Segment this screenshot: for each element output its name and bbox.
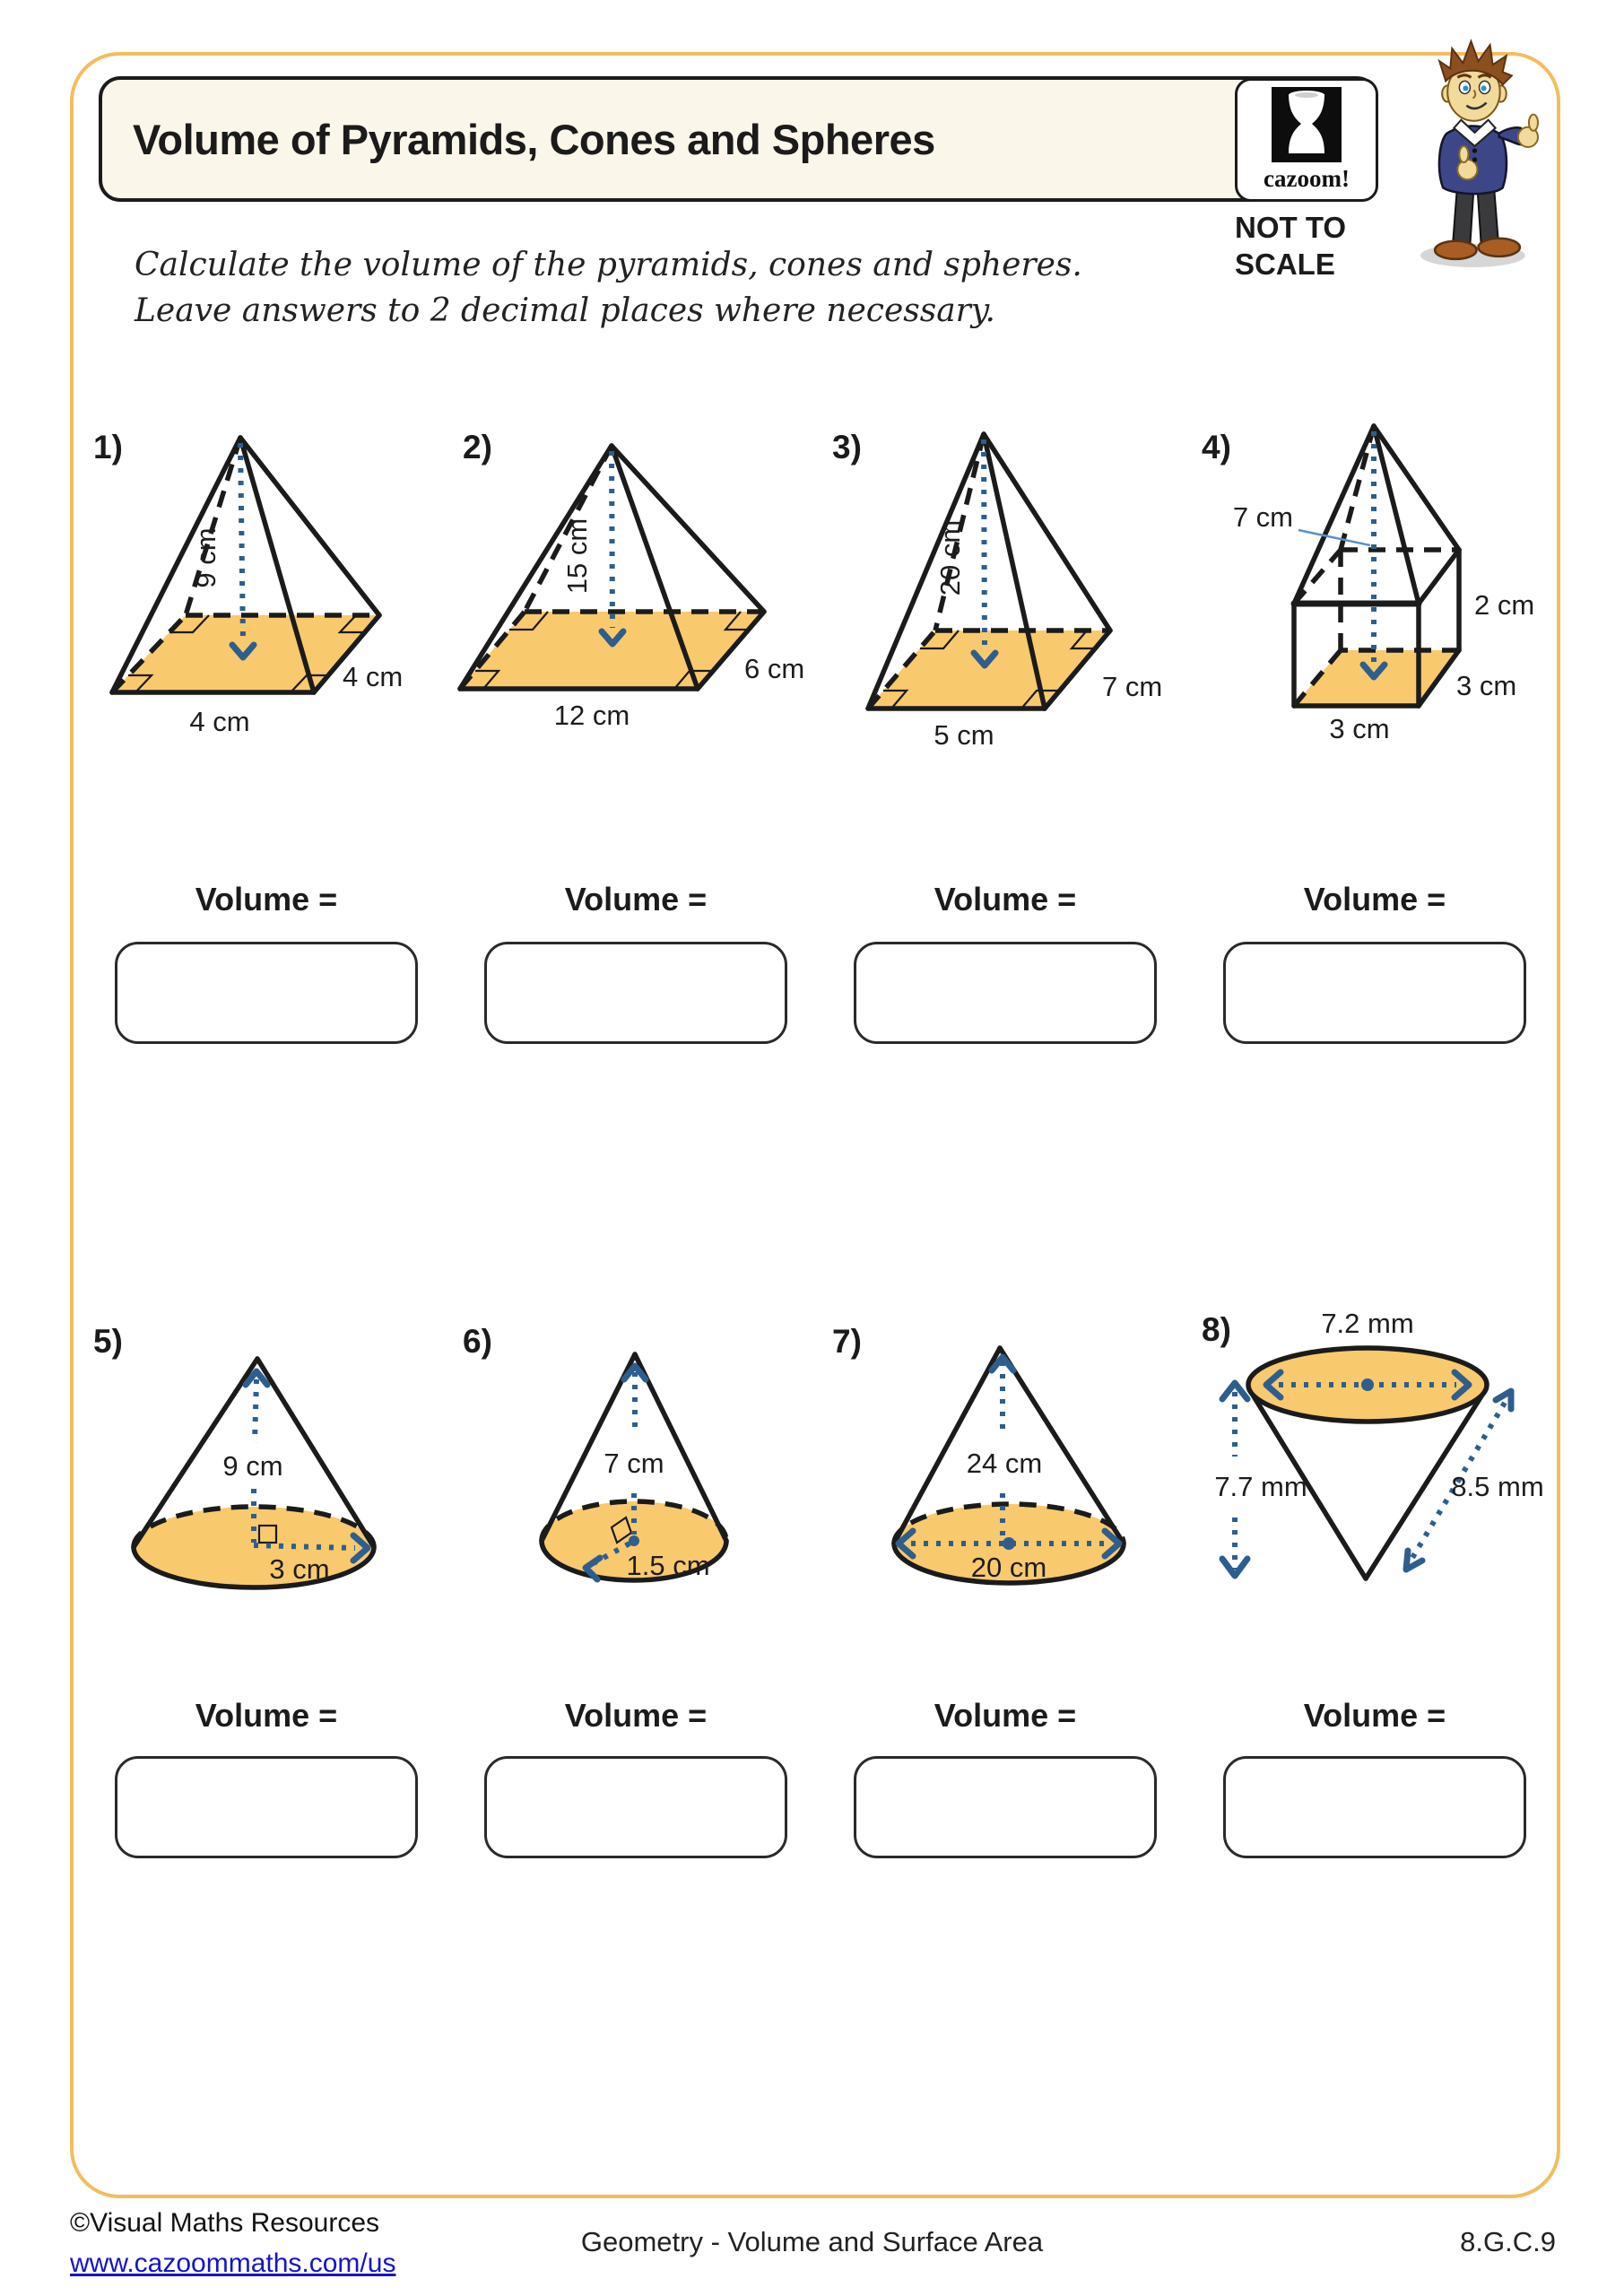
base-depth-label: 3 cm [1456,670,1517,701]
problem-8-diagram [1202,1302,1614,1603]
problem-1-diagram [72,422,457,767]
volume-label-3: Volume = [934,881,1077,918]
problem-4-number: 4) [1202,429,1231,465]
height-label: 15 cm [561,517,593,595]
instructions-line-2: Leave answers to 2 decimal places where necessary. [135,292,995,329]
answer-box-6[interactable] [484,1756,787,1858]
cazoom-boy-illustration [1385,36,1569,271]
problem-4-diagram [1193,408,1605,762]
volume-label-8: Volume = [1303,1697,1446,1734]
height-label: 20 cm [934,519,966,596]
problem-6-diagram [475,1309,870,1610]
problem-5-number: 5) [93,1323,123,1360]
base-width-label: 4 cm [189,706,250,737]
volume-label-4: Volume = [1303,881,1446,918]
cazoom-logo-icon [1272,87,1342,162]
footer-category: Geometry - Volume and Surface Area [580,2226,1044,2257]
problem-5-diagram [63,1309,457,1610]
problem-3-diagram [825,413,1220,767]
height-label: 9 cm [222,1450,283,1482]
answer-box-3[interactable] [854,942,1157,1044]
problem-7-diagram [843,1309,1255,1610]
base-depth-label: 6 cm [744,653,805,684]
base-depth-label: 4 cm [343,661,404,692]
not-to-scale-note: NOT TO SCALE [1235,211,1347,281]
problem-7-number: 7) [832,1323,862,1360]
instructions [135,242,1082,334]
height-label: 7 cm [604,1448,664,1479]
answer-box-4[interactable] [1223,942,1526,1044]
problem-1-number: 1) [93,429,123,465]
radius-label: 3 cm [269,1553,330,1585]
base-width-label: 5 cm [934,719,994,751]
diameter-label: 20 cm [970,1552,1047,1583]
cazoom-logo [1235,78,1378,202]
height-label: 24 cm [966,1448,1043,1479]
volume-label-2: Volume = [564,881,708,918]
goblet-icon [1272,87,1342,162]
answer-box-8[interactable] [1223,1756,1526,1858]
answer-box-2[interactable] [484,942,787,1044]
footer-url-link[interactable]: www.cazoommaths.com/us [70,2248,396,2278]
slant-label: 8.5 mm [1451,1471,1544,1502]
problem-8-number: 8) [1202,1311,1231,1348]
cazoom-logo-text: cazoom! [1264,165,1350,192]
volume-label-5: Volume = [195,1697,338,1734]
problem-2-diagram [453,413,865,758]
instructions-line-1: Calculate the volume of the pyramids, cones and spheres. [135,247,1082,283]
problem-6-number: 6) [463,1323,492,1360]
problem-2-number: 2) [463,429,492,465]
height-label: 9 cm [190,527,221,588]
total-height-label: 7 cm [1232,501,1293,533]
answer-box-7[interactable] [854,1756,1157,1858]
answer-box-1[interactable] [115,942,418,1044]
footer-standard-code: 8.G.C.9 [1460,2226,1556,2257]
title-bar [99,76,1378,202]
page-border-frame [70,52,1560,2198]
base-depth-label: 7 cm [1102,671,1163,702]
page-title: Volume of Pyramids, Cones and Spheres [133,115,935,163]
radius-label: 1.5 cm [626,1550,710,1581]
base-width-label: 3 cm [1329,713,1390,744]
volume-label-6: Volume = [564,1697,708,1734]
base-width-label: 12 cm [553,700,630,731]
height-label: 7.7 mm [1214,1471,1307,1502]
footer-copyright: ©Visual Maths Resources [70,2208,380,2238]
cuboid-height-label: 2 cm [1474,589,1535,621]
diameter-label: 7.2 mm [1321,1308,1414,1339]
volume-label-7: Volume = [934,1697,1077,1734]
answer-box-5[interactable] [115,1756,418,1858]
problem-3-number: 3) [832,429,862,465]
volume-label-1: Volume = [195,881,338,918]
